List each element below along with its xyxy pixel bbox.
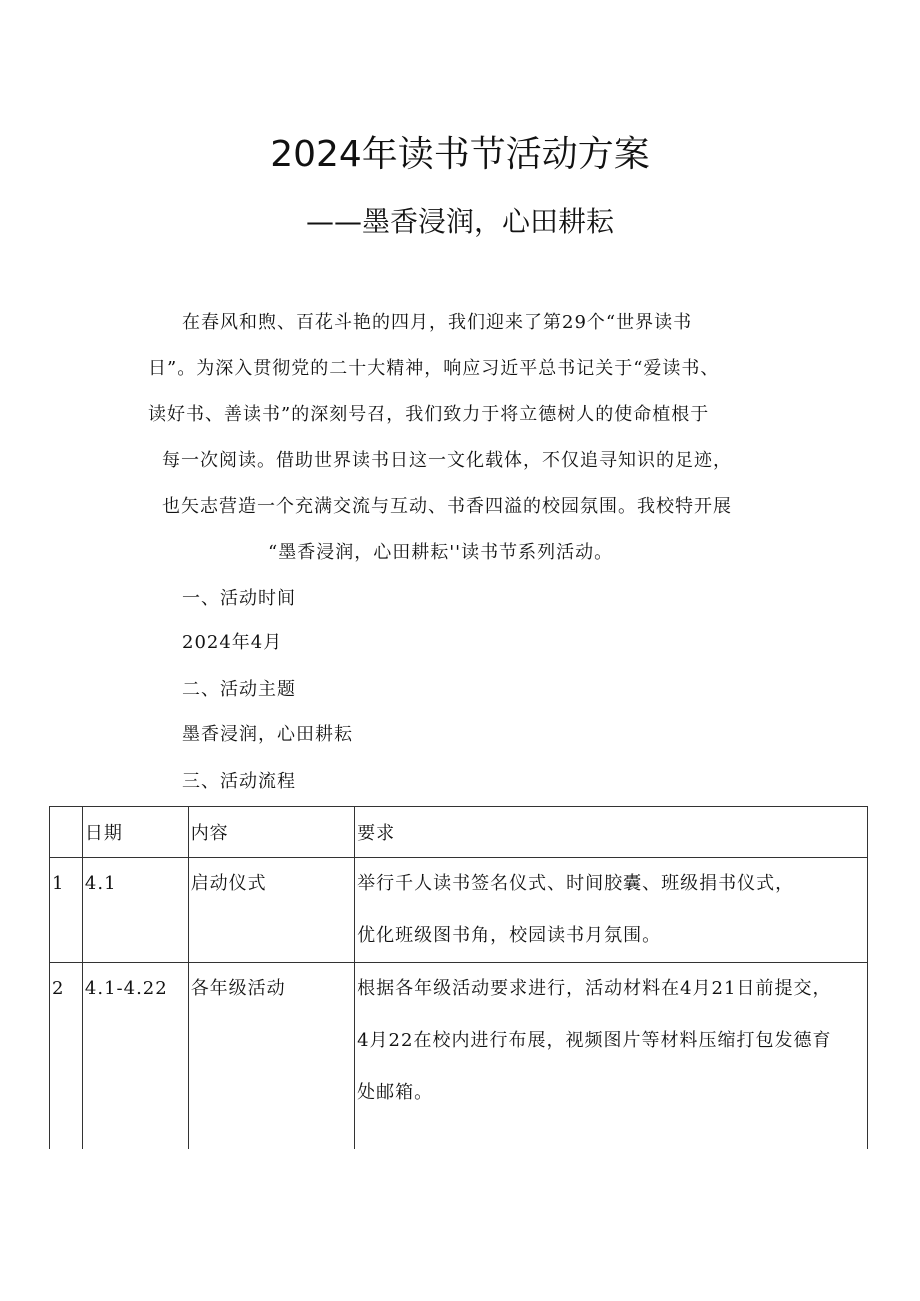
section-heading-process: 三、活动流程 bbox=[182, 771, 296, 792]
header-index bbox=[50, 807, 83, 858]
row-index: 1 bbox=[50, 858, 83, 963]
row-index: 2 bbox=[50, 963, 83, 1150]
row-content: 各年级活动 bbox=[188, 963, 354, 1150]
table-row bbox=[50, 963, 868, 1150]
document-title: 2024年读书节活动方案 bbox=[270, 134, 650, 175]
document-subtitle: ——墨香浸润，心田耕耘 bbox=[305, 205, 614, 238]
requirement-line: 举行千人读书签名仪式、时间胶囊、班级捐书仪式， bbox=[357, 873, 795, 894]
intro-paragraph bbox=[148, 300, 770, 576]
row-requirement bbox=[355, 963, 868, 1150]
requirement-line: 处邮箱。 bbox=[357, 1082, 434, 1103]
intro-line: 也矢志营造一个充满交流与互动、书香四溢的校园氛围。我校特开展 bbox=[162, 496, 732, 517]
requirement-line: 根据各年级活动要求进行，活动材料在4月21日前提交， bbox=[357, 978, 832, 999]
requirement-line: 优化班级图书角，校园读书月氛围。 bbox=[357, 925, 662, 946]
row-content: 启动仪式 bbox=[188, 858, 354, 963]
section-heading-theme: 二、活动主题 bbox=[182, 679, 296, 700]
header-requirement: 要求 bbox=[355, 807, 868, 858]
intro-line: 在春风和煦、百花斗艳的四月，我们迎来了第29个“世界读书 bbox=[182, 312, 693, 333]
section-body-time: 2024年4月 bbox=[182, 632, 283, 653]
row-requirement bbox=[355, 858, 868, 963]
intro-line: 读好书、善读书”的深刻号召，我们致力于将立德树人的使命植根于 bbox=[148, 404, 710, 425]
row-date: 4.1 bbox=[82, 858, 188, 963]
table-header-row bbox=[50, 807, 868, 858]
table-row bbox=[50, 858, 868, 963]
row-date: 4.1-4.22 bbox=[82, 963, 188, 1150]
schedule-table bbox=[49, 806, 868, 1149]
header-content: 内容 bbox=[188, 807, 354, 858]
section-heading-time: 一、活动时间 bbox=[182, 588, 296, 609]
intro-line: 日”。为深入贯彻党的二十大精神，响应习近平总书记关于“爱读书、 bbox=[148, 358, 720, 379]
header-date: 日期 bbox=[82, 807, 188, 858]
section-body-theme: 墨香浸润，心田耕耘 bbox=[182, 724, 353, 745]
intro-line: 每一次阅读。借助世界读书日这一文化载体，不仅追寻知识的足迹， bbox=[162, 450, 732, 471]
requirement-line: 4月22在校内进行布展，视频图片等材料压缩打包发德育 bbox=[357, 1030, 832, 1051]
intro-line: “墨香浸润，心田耕耘''读书节系列活动。 bbox=[268, 542, 614, 563]
